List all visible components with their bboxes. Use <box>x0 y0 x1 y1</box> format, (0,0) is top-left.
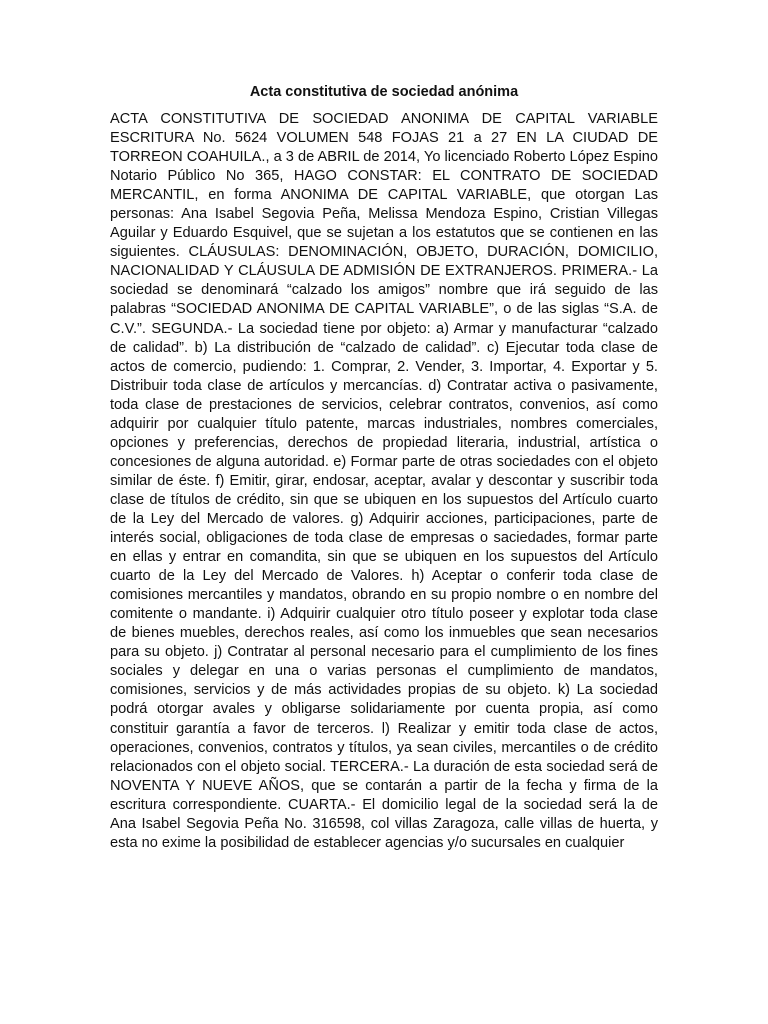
document-body: ACTA CONSTITUTIVA DE SOCIEDAD ANONIMA DE CAPITAL VARIABLE ESCRITURA No. 5624 VOLUMEN 548 FOJAS 21 a 27 EN LA CIUDAD DE TORREON COAHUILA., a 3 de ABRIL de 2014, Yo licenciado Roberto López Espino Notario Público No 365, HAGO CONSTAR: EL CONTRATO DE SOCIEDAD MERCANTIL, en forma ANONIMA DE CAPITAL VARIABLE, que otorgan Las personas: Ana Isabel Segovia Peña, Melissa Mendoza Espino, Cristian Villegas Aguilar y Eduardo Esquivel, que se sujetan a los estatutos que se contienen en las siguientes. CLÁUSULAS: DENOMINACIÓN, OBJETO, DURACIÓN, DOMICILIO, NACIONALIDAD Y CLÁUSULA DE ADMISIÓN DE EXTRANJEROS. PRIMERA.- La sociedad se denominará “calzado los amigos” nombre que irá seguido de las palabras “SOCIEDAD ANONIMA DE CAPITAL VARIABLE”, o de las siglas “S.A. de C.V.”. SEGUNDA.- La sociedad tiene por objeto: a) Armar y manufacturar “calzado de calidad”. b) La distribución de “calzado de calidad”. c) Ejecutar toda clase de actos de comercio, pudiendo: 1. Comprar, 2. Vender, 3. Importar, 4. Exportar y 5. Distribuir toda clase de artículos y mercancías. d) Contratar activa o pasivamente, toda clase de prestaciones de servicios, celebrar contratos, convenios, así como adquirir por cualquier título patente, marcas industriales, nombres comerciales, opciones y preferencias, derechos de propiedad literaria, industrial, artística o concesiones de alguna autoridad. e) Formar parte de otras sociedades con el objeto similar de éste. f) Emitir, girar, endosar, aceptar, avalar y descontar y suscribir toda clase de títulos de crédito, sin que se ubiquen en los supuestos del Artículo cuarto de la Ley del Mercado de valores. g) Adquirir acciones, participaciones, parte de interés social, obligaciones de toda clase de empresas o saciedades, formar parte en ellas y entrar en comandita, sin que se ubiquen en los supuestos del Artículo cuarto de la Ley del Mercado de Valores. h) Aceptar o conferir toda clase de comisiones mercantiles y mandatos, obrando en su propio nombre o en nombre del comitente o mandante. i) Adquirir cualquier otro título poseer y explotar toda clase de bienes muebles, derechos reales, así como los inmuebles que sean necesarios para su objeto. j) Contratar al personal necesario para el cumplimiento de los fines sociales y delegar en una o varias personas el cumplimiento de mandatos, comisiones, servicios y de más actividades propias de su objeto. k) La sociedad podrá otorgar avales y obligarse solidariamente por cuenta propia, así como constituir garantía a favor de terceros. l) Realizar y emitir toda clase de actos, operaciones, convenios, contratos y títulos, ya sean civiles, mercantiles o de crédito relacionados con el objeto social. TERCERA.- La duración de esta sociedad será de NOVENTA Y NUEVE AÑOS, que se contarán a partir de la fecha y firma de la escritura correspondiente. CUARTA.- El domicilio legal de la sociedad será la de Ana Isabel Segovia Peña No. 316598, col villas Zaragoza, calle villas de huerta, y esta no exime la posibilidad de establecer agencias y/o sucursales en cualquier <box>110 111 658 851</box>
document-title: Acta constitutiva de sociedad anónima <box>249 84 519 100</box>
